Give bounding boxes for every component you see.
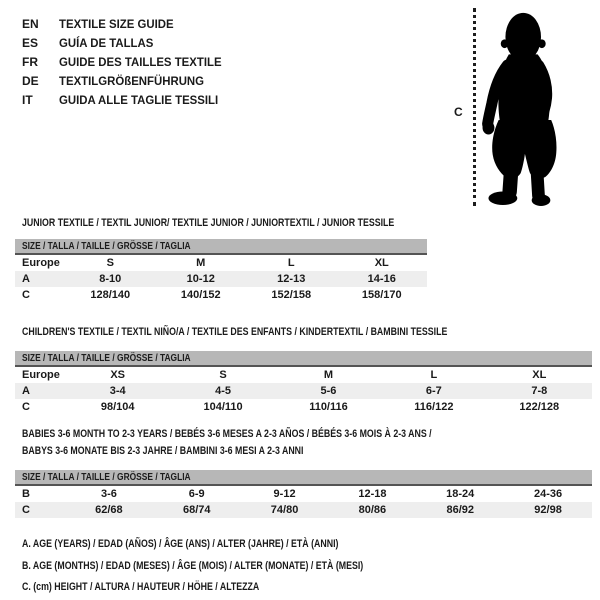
language-code: FR (22, 55, 38, 69)
size-header-row (15, 351, 592, 366)
size-cell: 128/140 (90, 289, 131, 301)
row-label: A (15, 383, 65, 399)
section-title (22, 426, 534, 460)
section-title (22, 215, 487, 232)
table-row (15, 271, 427, 287)
table-row (15, 485, 592, 502)
footnote-line: C. (cm) HEIGHT / ALTURA / HAUTEUR / HÖHE / ALTEZZA (22, 581, 260, 593)
row-label: A (15, 271, 65, 287)
size-cell: 10-12 (156, 271, 247, 287)
table-row (15, 383, 592, 399)
section-title (22, 324, 554, 341)
footnote-line: A. AGE (YEARS) / EDAD (AÑOS) / ÂGE (ANS) / ALTER (JAHRE) / ETÀ (ANNI) (22, 538, 339, 550)
size-cell: L (287, 257, 295, 269)
size-cell: XL (374, 257, 389, 269)
size-cell: 68/74 (153, 502, 241, 518)
language-row (22, 72, 230, 91)
row-label: C (22, 289, 30, 301)
size-cell: M (323, 369, 334, 381)
size-cell: 80/86 (328, 502, 416, 518)
size-cell: 6-7 (381, 383, 486, 399)
size-cell: 140/152 (180, 289, 221, 301)
size-header: SIZE / TALLA / TAILLE / GRÖSSE / TAGLIA (15, 351, 592, 366)
size-cell: 116/122 (414, 401, 454, 413)
size-cell: 158/170 (361, 289, 402, 301)
row-label: C (22, 401, 30, 413)
size-cell: 7-8 (487, 383, 592, 399)
size-cell: 4-5 (170, 383, 275, 399)
language-label: GUIDA ALLE TAGLIE TESSILI (59, 93, 219, 107)
size-cell: 74/80 (241, 502, 329, 518)
language-row (22, 91, 230, 110)
size-cell: 18-24 (446, 488, 475, 500)
size-cell: 8-10 (65, 271, 156, 287)
size-cell: 24-36 (534, 488, 563, 500)
size-cell: 110/116 (309, 401, 348, 413)
language-label: TEXTILGRÖßENFÜHRUNG (59, 74, 205, 88)
footnotes (22, 534, 449, 599)
language-row (22, 34, 230, 53)
size-cell: 12-18 (358, 488, 387, 500)
size-header: SIZE / TALLA / TAILLE / GRÖSSE / TAGLIA (15, 239, 427, 254)
language-row (22, 53, 230, 72)
section-title-line: JUNIOR TEXTILE / TEXTIL JUNIOR/ TEXTILE JUNIOR / JUNIORTEXTIL / JUNIOR TESSILE (22, 217, 395, 229)
size-header-row (15, 470, 592, 485)
size-cell: L (430, 369, 438, 381)
section-title-line: BABYS 3-6 MONATE BIS 2-3 JAHRE / BAMBINI 3-6 MESI A 2-3 ANNI (22, 445, 304, 457)
language-label: GUIDE DES TAILLES TEXTILE (59, 55, 222, 69)
table-row (15, 287, 427, 303)
size-cell: S (106, 257, 114, 269)
size-cell: 62/68 (65, 502, 153, 518)
size-cell: 92/98 (504, 502, 592, 518)
row-label: Europe (22, 257, 60, 269)
size-cell: S (219, 369, 227, 381)
baby-silhouette-icon (480, 8, 580, 206)
language-code: IT (22, 93, 33, 107)
language-label: TEXTILE SIZE GUIDE (59, 17, 174, 31)
section-title-line: BABIES 3-6 MONTH TO 2-3 YEARS / BEBÉS 3-6 MESES A 2-3 AÑOS / BÉBÉS 3-6 MOIS À 2-3 ANS / (22, 428, 432, 440)
section-title-line: CHILDREN'S TEXTILE / TEXTIL NIÑO/A / TEXTILE DES ENFANTS / KINDERTEXTIL / BAMBINI TESSILE (22, 326, 448, 338)
size-cell: 14-16 (337, 271, 428, 287)
height-label: C (454, 105, 463, 119)
size-header: SIZE / TALLA / TAILLE / GRÖSSE / TAGLIA (15, 470, 592, 485)
row-label: Europe (22, 369, 60, 381)
language-row (22, 15, 230, 34)
size-cell: 5-6 (276, 383, 381, 399)
size-cell: 9-12 (273, 488, 296, 500)
size-header-row (15, 239, 427, 254)
row-label: B (22, 488, 30, 500)
size-cell: 98/104 (100, 401, 135, 413)
size-cell: 122/128 (519, 401, 560, 413)
table-row (15, 366, 592, 383)
height-measure-dotted-line (473, 8, 476, 206)
baby-figure (440, 0, 600, 215)
size-cell: 3-4 (65, 383, 170, 399)
table-row (15, 502, 592, 518)
size-cell: 3-6 (100, 488, 117, 500)
language-label: GUÍA DE TALLAS (59, 36, 154, 50)
language-list (22, 15, 230, 110)
language-code: EN (22, 17, 39, 31)
size-cell: 86/92 (416, 502, 504, 518)
language-code: DE (22, 74, 39, 88)
size-table (15, 239, 427, 303)
size-cell: XS (110, 369, 126, 381)
size-cell: 6-9 (188, 488, 205, 500)
footnote-line: B. AGE (MONTHS) / EDAD (MESES) / ÂGE (MOIS) / ALTER (MONATE) / ETÀ (MESI) (22, 559, 364, 572)
size-cell: 152/158 (271, 289, 312, 301)
language-code: ES (22, 36, 39, 50)
size-cell: M (196, 257, 206, 269)
size-cell: XL (532, 369, 547, 381)
table-row (15, 399, 592, 415)
size-cell: 12-13 (246, 271, 337, 287)
size-cell: 104/110 (203, 401, 243, 413)
row-label: C (15, 502, 65, 518)
table-row (15, 254, 427, 271)
size-table (15, 470, 592, 518)
size-table (15, 351, 592, 415)
